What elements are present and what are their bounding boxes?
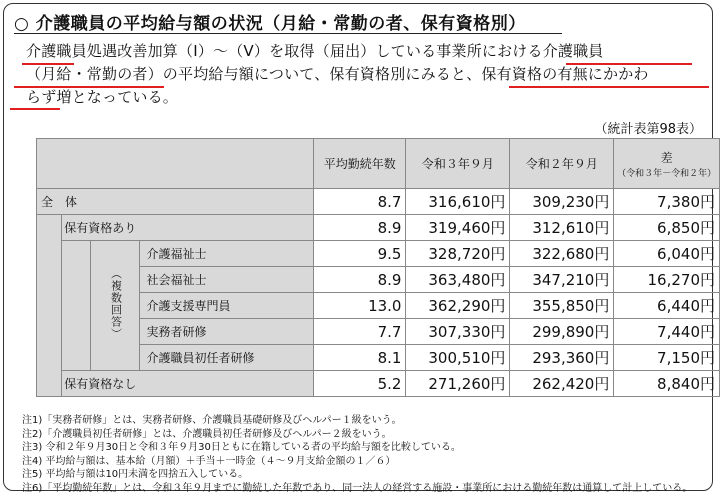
- page-title: ○ 介護職員の平均給与額の状況（月給・常勤の者、保有資格別）: [14, 14, 526, 34]
- header-blank: [37, 139, 314, 189]
- cell-years: 13.0: [314, 293, 406, 319]
- cell-years: 7.7: [314, 319, 406, 345]
- cell-r3: 319,460円: [406, 215, 510, 241]
- paragraph-line-2: （月給・常勤の者）の平均給与額について、保有資格別にみると、保有資格の有無にかかわ: [26, 65, 649, 83]
- title-underline: [14, 33, 562, 34]
- cell-diff: 16,270円: [614, 267, 720, 293]
- paragraph-line-3: らず増となっている。: [26, 88, 179, 106]
- header-diff: [614, 139, 720, 189]
- cell-r3: 328,720円: [406, 241, 510, 267]
- header-years: 平均勤続年数: [314, 139, 406, 189]
- cell-years: 9.5: [314, 241, 406, 267]
- cell-r3: 363,480円: [406, 267, 510, 293]
- cell-diff: 7,440円: [614, 319, 720, 345]
- note-item: 注3) 令和２年９月30日と令和３年９月30日ともに在籍している者の平均給与額を比較している。: [22, 442, 461, 454]
- table-row: [37, 241, 720, 267]
- cell-r2: 262,420円: [510, 371, 614, 397]
- multiple-answer-label: （複数回答）: [91, 241, 140, 371]
- header-diff-note: （令和３年－令和２年）: [617, 168, 717, 179]
- row-label: 社会福祉士: [140, 267, 314, 293]
- row-label: 実務者研修: [140, 319, 314, 345]
- note-item: 注5) 平均給与額は10円未満を四捨五入している。: [22, 469, 249, 481]
- cell-r3: 307,330円: [406, 319, 510, 345]
- cell-diff: 6,850円: [614, 215, 720, 241]
- cell-r2: 299,890円: [510, 319, 614, 345]
- highlight-underline-1: [22, 63, 74, 65]
- cell-years: 8.9: [314, 267, 406, 293]
- note-item: 注1)「実務者研修」とは、実務者研修、介護職員基礎研修及びヘルパー１級をいう。: [22, 415, 402, 426]
- cell-r2: 355,850円: [510, 293, 614, 319]
- note-item: 注4) 平均給与額は、基本給（月額）＋手当＋一時金（４～９月支給金額の１／６）: [22, 455, 396, 467]
- row-label: 介護職員初任者研修: [140, 345, 314, 371]
- cell-diff: 6,440円: [614, 293, 720, 319]
- row-label: 介護支援専門員: [140, 293, 314, 319]
- highlight-underline-5: [10, 108, 60, 110]
- cell-years: 5.2: [314, 371, 406, 397]
- indent-cell: [37, 215, 62, 397]
- cell-years: 8.1: [314, 345, 406, 371]
- cell-diff: 8,840円: [614, 371, 720, 397]
- row-label: 保有資格あり: [62, 215, 314, 241]
- highlight-underline-4: [509, 86, 709, 88]
- cell-r3: 316,610円: [406, 189, 510, 215]
- cell-r3: 300,510円: [406, 345, 510, 371]
- paragraph-line-1: 介護職員処遇改善加算（Ⅰ）～（Ⅴ）を取得（届出）している事業所における介護職員: [26, 42, 604, 60]
- cell-r3: 271,260円: [406, 371, 510, 397]
- note-item: 注2)「介護職員初任者研修」とは、介護職員初任者研修及びヘルパー２級をいう。: [22, 428, 392, 440]
- table-row: [37, 371, 720, 397]
- header-r3: 令和３年９月: [406, 139, 510, 189]
- row-label: 介護福祉士: [140, 241, 314, 267]
- cell-years: 8.9: [314, 215, 406, 241]
- cell-diff: 7,380円: [614, 189, 720, 215]
- salary-table: [36, 138, 720, 397]
- cell-years: 8.7: [314, 189, 406, 215]
- row-label: 全 体: [37, 189, 314, 215]
- header-diff-label: 差: [660, 150, 673, 165]
- cell-r2: 293,360円: [510, 345, 614, 371]
- cell-r3: 362,290円: [406, 293, 510, 319]
- table-row: [37, 215, 720, 241]
- cell-diff: 7,150円: [614, 345, 720, 371]
- source-reference: （統計表第98表）: [594, 122, 702, 137]
- indent-cell: [62, 241, 91, 371]
- row-label: 保有資格なし: [62, 371, 314, 397]
- table-row: [37, 189, 720, 215]
- table-header-row: [37, 139, 720, 189]
- notes: [22, 414, 692, 496]
- cell-r2: 347,210円: [510, 267, 614, 293]
- note-item: 注6)「平均勤続年数」とは、令和３年９月までに勤続した年数であり、同一法人の経営する施設・事業所における勤続年数は通算して計上している。: [22, 482, 693, 494]
- highlight-underline-2: [566, 63, 692, 65]
- cell-r2: 312,610円: [510, 215, 614, 241]
- cell-diff: 6,040円: [614, 241, 720, 267]
- cell-r2: 322,680円: [510, 241, 614, 267]
- header-r2: 令和２年９月: [510, 139, 614, 189]
- highlight-underline-3: [14, 86, 164, 88]
- cell-r2: 309,230円: [510, 189, 614, 215]
